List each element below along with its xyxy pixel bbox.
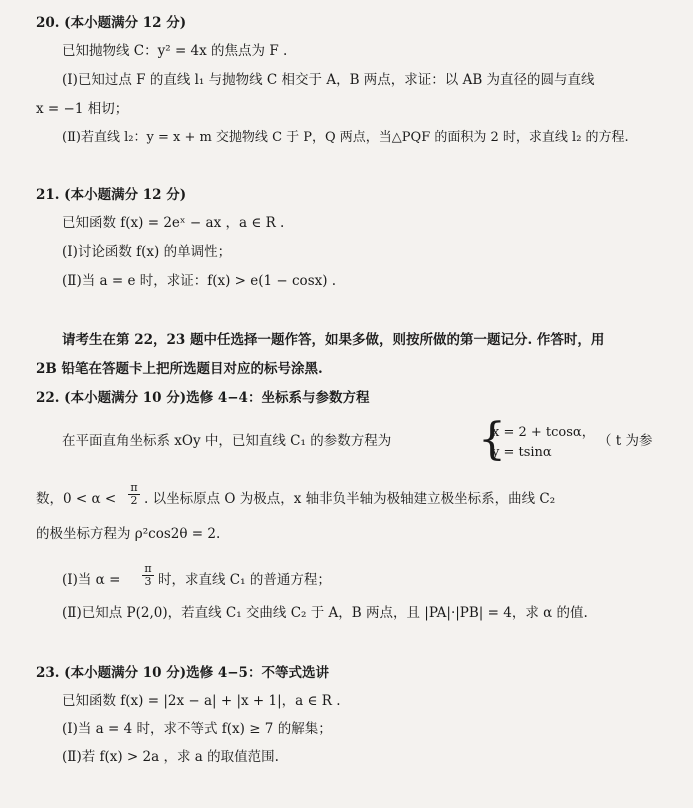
fraction-denominator: 2	[130, 494, 138, 507]
q22-stem-line2-post: . 以坐标原点 O 为极点，x 轴非负半轴为极轴建立极坐标系，曲线 C₂	[144, 491, 556, 507]
fraction-numerator: π	[130, 481, 138, 494]
fraction-numerator: π	[144, 562, 152, 575]
q22-stem-line3: 的极坐标方程为 ρ²cos2θ = 2.	[36, 526, 221, 542]
q21-part2: (Ⅱ)当 a = e 时，求证：f(x) > e(1 − cosx) .	[62, 273, 337, 289]
q22-part2: (Ⅱ)已知点 P(2,0)，若直线 C₁ 交曲线 C₂ 于 A，B 两点，且 |PA|·|PB| = 4，求 α 的值.	[62, 605, 588, 621]
q20-part1-line2: x = −1 相切；	[36, 101, 129, 117]
q22-part1-post: 时，求直线 C₁ 的普通方程；	[158, 572, 331, 588]
q22-part1-pre: (Ⅰ)当 α =	[62, 572, 121, 588]
fraction-pi-over-3	[142, 563, 154, 588]
q23-stem: 已知函数 f(x) = |2x − a| + |x + 1|，a ∈ R .	[62, 693, 341, 709]
q22-stem-line2-pre: 数，0 < α <	[36, 491, 117, 507]
param-row-y: y = tsinα	[492, 445, 552, 460]
q20-part2: (Ⅱ)若直线 l₂：y = x + m 交抛物线 C 于 P，Q 两点，当△PQF 的面积为 2 时，求直线 l₂ 的方程.	[62, 130, 629, 145]
choice-notice-line2: 2B 铅笔在答题卡上把所选题目对应的标号涂黑.	[36, 361, 323, 377]
q21-part1: (Ⅰ)讨论函数 f(x) 的单调性；	[62, 244, 232, 260]
param-row-x: x = 2 + tcosα，	[492, 425, 595, 440]
q23-part1: (Ⅰ)当 a = 4 时，求不等式 f(x) ≥ 7 的解集；	[62, 721, 332, 737]
q20-part1-line1: (Ⅰ)已知过点 F 的直线 l₁ 与抛物线 C 相交于 A，B 两点，求证：以 AB 为直径的圆与直线	[62, 72, 595, 88]
left-brace: {	[478, 414, 506, 465]
q23-part2: (Ⅱ)若 f(x) > 2a ，求 a 的取值范围.	[62, 749, 279, 765]
q22-stem-tail: （ t 为参	[598, 433, 653, 449]
q22-heading: 22. (本小题满分 10 分)选修 4−4：坐标系与参数方程	[36, 390, 370, 406]
q20-stem: 已知抛物线 C：y² = 4x 的焦点为 F .	[62, 43, 288, 59]
q23-heading: 23. (本小题满分 10 分)选修 4−5：不等式选讲	[36, 665, 329, 681]
q21-heading: 21. (本小题满分 12 分)	[36, 187, 187, 203]
q20-heading: 20. (本小题满分 12 分)	[36, 15, 187, 31]
q22-stem-line1: 在平面直角坐标系 xOy 中，已知直线 C₁ 的参数方程为	[62, 433, 392, 449]
parametric-system	[478, 414, 595, 465]
choice-notice-line1: 请考生在第 22，23 题中任选择一题作答，如果多做，则按所做的第一题记分. 作答时，用	[62, 332, 605, 348]
fraction-pi-over-2	[128, 482, 140, 507]
fraction-denominator: 3	[144, 575, 152, 588]
q21-stem: 已知函数 f(x) = 2eˣ − ax ，a ∈ R .	[62, 215, 285, 231]
